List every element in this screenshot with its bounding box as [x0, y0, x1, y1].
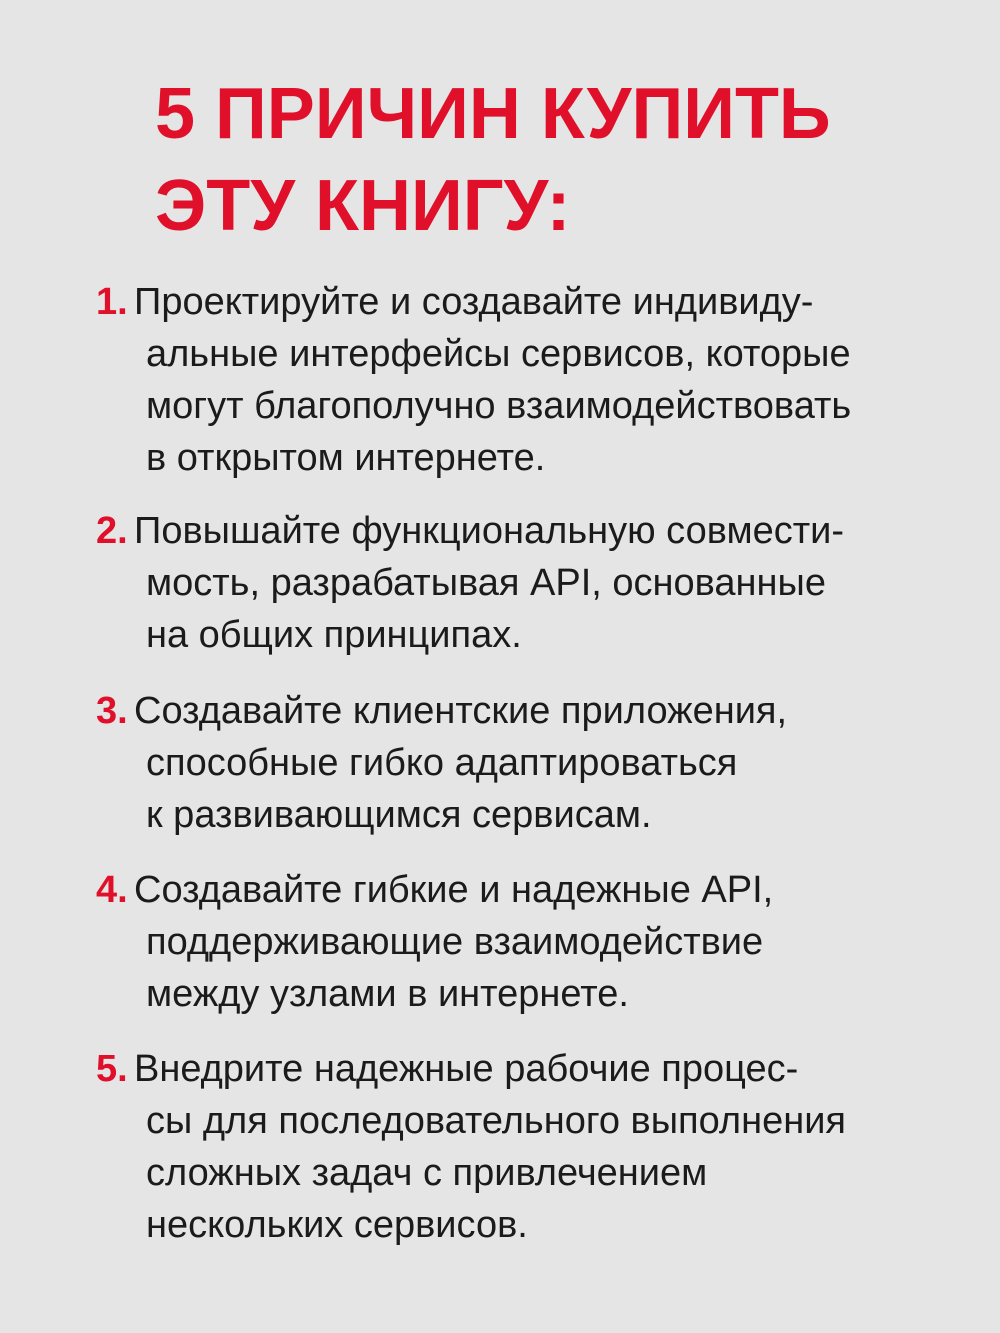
reason-text-line: сы для последовательного выполнения — [146, 1100, 847, 1142]
reason-text-line: альные интерфейсы сервисов, которые — [146, 333, 851, 375]
reason-text — [134, 1043, 956, 1251]
reason-text — [134, 276, 956, 484]
reason-text-line: могут благополучно взаимодействовать — [146, 385, 852, 427]
reason-item-1 — [96, 276, 956, 484]
reason-text-line: Проектируйте и создавайте индивиду- — [134, 281, 814, 323]
title-line-1: 5 ПРИЧИН КУПИТЬ — [155, 74, 831, 154]
reason-text-line: Создавайте гибкие и надежные API, — [134, 869, 774, 911]
reason-text-line: между узлами в интернете. — [146, 973, 629, 1015]
reason-number: 2. — [96, 510, 128, 552]
reason-text-line: способные гибко адаптироваться — [146, 742, 738, 784]
reason-text — [134, 685, 956, 841]
reason-number: 3. — [96, 690, 128, 732]
reason-text-line: Создавайте клиентские приложения, — [134, 690, 788, 732]
reason-text-line: Внедрите надежные рабочие процес- — [134, 1048, 799, 1090]
reason-item-4 — [96, 864, 956, 1020]
reason-text-line: нескольких сервисов. — [146, 1204, 528, 1246]
reason-text-line: сложных задач с привлечением — [146, 1152, 708, 1194]
reason-text — [134, 864, 956, 1020]
reason-text-line: к развивающимся сервисам. — [146, 794, 652, 836]
reason-text-line: Повышайте функциональную совмести- — [134, 510, 845, 552]
reason-item-3 — [96, 685, 956, 841]
reason-number: 5. — [96, 1048, 128, 1090]
reason-text-line: в открытом интернете. — [146, 437, 546, 479]
reason-text-line: поддерживающие взаимодействие — [146, 921, 764, 963]
reason-number: 1. — [96, 281, 128, 323]
reason-item-5 — [96, 1043, 956, 1251]
reason-text-line: на общих принципах. — [146, 614, 522, 656]
reason-text — [134, 505, 956, 661]
reason-text-line: мость, разрабатывая API, основанные — [146, 562, 826, 604]
reason-item-2 — [96, 505, 956, 661]
title-line-2: ЭТУ КНИГУ: — [155, 166, 571, 246]
reason-number: 4. — [96, 869, 128, 911]
